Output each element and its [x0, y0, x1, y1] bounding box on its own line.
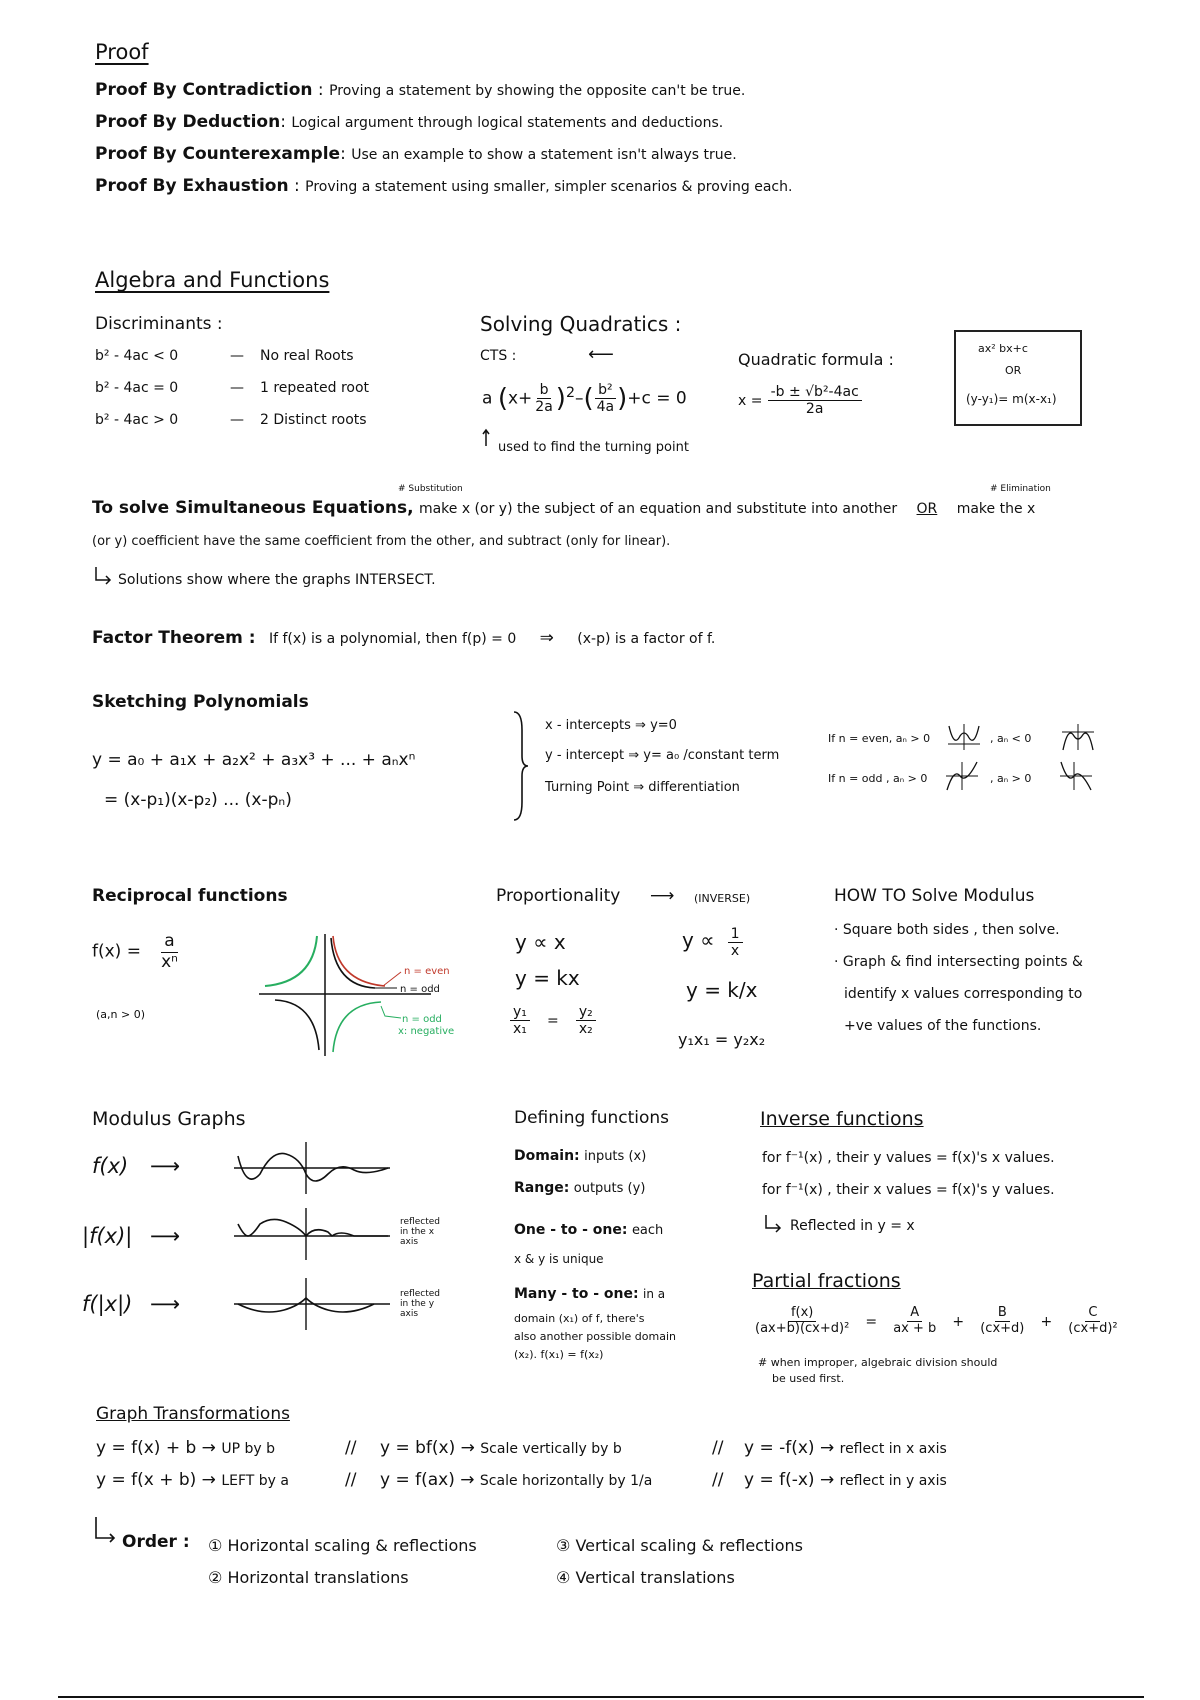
partial-note: be used first.: [772, 1372, 845, 1385]
hook-arrow-icon: [94, 566, 114, 586]
modulus-solve-line: · Square both sides , then solve.: [834, 922, 1060, 938]
polynomial-note: y - intercept ⇒ y= a₀ /constant term: [545, 748, 780, 763]
transform-sep: //: [345, 1438, 357, 1458]
odd-curve-neg-green: [333, 1002, 381, 1052]
fx-graph: [232, 1140, 392, 1196]
polynomial-eq: = (x-p₁)(x-p₂) ... (x-pₙ): [104, 790, 292, 810]
proof-item: [95, 80, 745, 100]
factor-theorem-result: (x-p) is a factor of f.: [577, 631, 716, 647]
one-to-one-desc: x & y is unique: [514, 1252, 604, 1266]
reciprocal-condition: (a,n > 0): [96, 1008, 146, 1021]
f-abs-x-graph: [232, 1276, 392, 1332]
brace-icon: [510, 710, 530, 822]
box-line: OR: [1005, 364, 1022, 377]
proof-desc: Use an example to show a statement isn't always true.: [351, 147, 737, 163]
modulus-solve-title: HOW TO Solve Modulus: [834, 886, 1035, 906]
proof-desc: Proving a statement by showing the opposite can't be true.: [329, 83, 746, 99]
direct-prop: y ∝ x: [515, 930, 566, 954]
hook-arrow-icon: [482, 428, 496, 450]
many-to-one-line: (x₂). f(x₁) = f(x₂): [514, 1348, 604, 1361]
discriminants-title: Discriminants :: [95, 314, 223, 334]
proof-term: Proof By Counterexample: [95, 144, 341, 164]
transform-item: y = f(x) + b → UP by b: [96, 1438, 275, 1458]
odd-positive-graph-icon: [944, 760, 980, 792]
arrow-icon: →: [201, 1438, 216, 1458]
partial-term: $\frac{C}{\text{(cx+d)²}}$: [1068, 1305, 1118, 1336]
polynomial-eq: y = a₀ + a₁x + a₂x² + a₃x³ + ... + aₙxⁿ: [92, 750, 416, 770]
simultaneous-heading: To solve Simultaneous Equations,: [92, 498, 414, 518]
simultaneous-line: [92, 498, 1035, 518]
transform-sep: //: [345, 1470, 357, 1490]
proof-term: Proof By Exhaustion: [95, 176, 289, 196]
partial-fraction-eq: [752, 1306, 1121, 1337]
even-negative-label: , aₙ < 0: [990, 732, 1032, 745]
order-item: ③ Vertical scaling & reflections: [556, 1536, 803, 1555]
inverse-line: for f⁻¹(x) , their x values = f(x)'s y values.: [762, 1182, 1055, 1198]
range-def: [514, 1180, 645, 1196]
proof-sep: :: [340, 144, 352, 164]
odd-curve-neg: [275, 1000, 319, 1050]
proof-sep: :: [312, 80, 330, 100]
modulus-row-label: f(|x|): [82, 1292, 133, 1316]
reciprocal-formula: [92, 932, 181, 972]
domain-term: Domain:: [514, 1148, 580, 1164]
partial-plus: +: [1040, 1313, 1053, 1330]
formula-lhs: x =: [738, 393, 763, 410]
range-term: Range:: [514, 1180, 570, 1196]
order-item: ④ Vertical translations: [556, 1568, 735, 1587]
reciprocal-frac: $\frac{a}{\text{xⁿ}}$: [161, 931, 178, 972]
box-line: (y-y₁)= m(x-x₁): [966, 392, 1057, 406]
direct-ratio: $\frac{\text{y₁}}{\text{x₁}}$ = $\frac{\text{y₂}}{\text{x₂}}$: [510, 1004, 596, 1037]
arrow-icon: →: [819, 1470, 835, 1490]
even-negative-graph-icon: [1060, 722, 1096, 752]
arrow-icon: ⟵: [588, 344, 614, 365]
polynomial-note: Turning Point ⇒ differentiation: [545, 780, 740, 795]
transform-item: y = f(ax) → Scale horizontally by 1/a: [380, 1470, 653, 1490]
modulus-row-label: |f(x)|: [82, 1224, 133, 1248]
simultaneous-text: make x (or y) the subject of an equation and substitute into another: [418, 501, 898, 517]
arrow-icon: →: [460, 1438, 475, 1458]
discriminant-cond: b² - 4ac < 0: [95, 348, 179, 364]
odd-label: If n = odd , aₙ > 0: [828, 772, 928, 785]
transform-item: y = f(-x) → reflect in y axis: [744, 1470, 947, 1490]
factor-theorem: [92, 628, 715, 648]
even-curve: [333, 936, 385, 986]
substitution-label: # Substitution: [398, 484, 463, 494]
cts-tail: +c = 0: [627, 388, 687, 409]
discriminant-cond: b² - 4ac = 0: [95, 380, 179, 396]
partial-title: Partial fractions: [752, 1270, 901, 1292]
even-label: If n = even, aₙ > 0: [828, 732, 931, 745]
direct-eq: y = kx: [515, 966, 580, 990]
inverse-prop-text: y ∝: [682, 928, 715, 953]
hook-arrow-icon: [764, 1214, 784, 1234]
odd-second-label: , aₙ > 0: [990, 772, 1032, 785]
transform-item: y = -f(x) → reflect in x axis: [744, 1438, 947, 1458]
inverse-relation: y₁x₁ = y₂x₂: [678, 1030, 766, 1049]
reciprocal-odd-neg-label: n = odd: [402, 1014, 442, 1025]
discriminant-result: 2 Distinct roots: [260, 412, 367, 428]
factor-theorem-text: If f(x) is a polynomial, then f(p) = 0: [268, 631, 517, 647]
many-to-one-def: [514, 1286, 665, 1302]
cts-note: used to find the turning point: [498, 440, 689, 455]
arrow-icon: →: [819, 1438, 835, 1458]
inverse-line: for f⁻¹(x) , their y values = f(x)'s x values.: [762, 1150, 1055, 1166]
proof-desc: Proving a statement using smaller, simpler scenarios & proving each.: [305, 179, 793, 195]
algebra-title: Algebra and Functions: [95, 268, 330, 292]
partial-lhs: $\frac{f(x)}{\text{(ax+b)(cx+d)²}}$: [755, 1305, 850, 1336]
order-item: ① Horizontal scaling & reflections: [208, 1536, 477, 1555]
simultaneous-or: OR: [916, 501, 938, 517]
page-bottom-rule: [58, 1696, 1144, 1698]
discriminant-result: 1 repeated root: [260, 380, 370, 396]
one-to-one-term: One - to - one:: [514, 1222, 628, 1238]
reciprocal-odd-neg-label: x: negative: [398, 1026, 455, 1037]
order-label: Order :: [122, 1532, 190, 1552]
domain-desc: inputs (x): [584, 1149, 647, 1164]
inverse-prop: [682, 926, 743, 959]
odd-negative-graph-icon: [1058, 760, 1094, 792]
cts-equation: a (x+ $\frac{b}{2a}$ )$^2$–( $\frac{\text{b²}}{4a}$ )+c = 0: [482, 382, 687, 416]
inverse-line: Reflected in y = x: [790, 1218, 915, 1234]
discriminant-result: No real Roots: [260, 348, 354, 364]
arrow-icon: →: [201, 1470, 216, 1490]
modulus-row-label: f(x): [92, 1154, 129, 1178]
box-line: ax² bx+c: [978, 342, 1028, 355]
transform-sep: //: [712, 1438, 724, 1458]
proof-sep: :: [288, 176, 306, 196]
simultaneous-text: make the x: [956, 501, 1036, 517]
defining-title: Defining functions: [514, 1108, 670, 1128]
ratio-frac: $\frac{\text{y₁}}{\text{x₁}}$: [510, 1004, 530, 1037]
partial-eq: =: [865, 1313, 878, 1330]
partial-term: $\frac{B}{(cx+d)}$: [980, 1305, 1025, 1336]
reciprocal-graph: [255, 930, 435, 1060]
elimination-label: # Elimination: [990, 484, 1051, 494]
reciprocal-lhs: f(x) =: [92, 941, 141, 962]
factor-theorem-label: Factor Theorem :: [92, 628, 256, 648]
modulus-solve-line: identify x values corresponding to: [844, 986, 1083, 1002]
discriminant-cond: b² - 4ac > 0: [95, 412, 179, 428]
simultaneous-line: Solutions show where the graphs INTERSECT.: [118, 572, 436, 588]
arrow-icon: →: [460, 1470, 475, 1490]
polynomial-note: x - intercepts ⇒ y=0: [545, 718, 677, 733]
domain-def: [514, 1148, 646, 1164]
even-positive-graph-icon: [946, 722, 982, 752]
proof-term: Proof By Contradiction: [95, 80, 313, 100]
reciprocal-odd-label: n = odd: [400, 984, 440, 995]
quadratic-formula-title: Quadratic formula :: [738, 350, 894, 369]
ratio-frac: $\frac{\text{y₂}}{\text{x₂}}$: [576, 1004, 596, 1037]
implies-icon: ⇒: [539, 628, 554, 648]
even-curve-left: [265, 936, 317, 986]
proof-item: [95, 112, 723, 132]
cts-a: a: [482, 388, 493, 409]
polynomials-title: Sketching Polynomials: [92, 692, 309, 712]
order-item: ② Horizontal translations: [208, 1568, 409, 1587]
cts-frac: $\frac{\text{b²}}{4a}$: [596, 382, 615, 416]
modulus-solve-line: · Graph & find intersecting points &: [834, 954, 1083, 970]
modulus-row-note: reflected in the y axis: [400, 1289, 440, 1319]
arrow-icon: ⟶: [150, 1154, 181, 1178]
discriminant-dash: —: [230, 348, 244, 364]
proportionality-title: Proportionality: [496, 886, 621, 906]
transform-sep: //: [712, 1470, 724, 1490]
proof-title: Proof: [95, 40, 149, 64]
range-desc: outputs (y): [573, 1181, 646, 1196]
arrow-icon: ⟶: [150, 1292, 181, 1316]
inverse-prop-frac: $\frac{1}{x}$: [728, 926, 743, 959]
many-to-one-desc: in a: [643, 1287, 666, 1301]
inverse-eq: y = k/x: [686, 978, 758, 1002]
hook-arrow-icon: [94, 1516, 118, 1546]
transform-item: y = f(x + b) → LEFT by a: [96, 1470, 289, 1490]
cts-x: x+: [507, 388, 533, 409]
transformations-title: Graph Transformations: [96, 1404, 290, 1424]
proof-sep: :: [280, 112, 292, 132]
cts-frac: $\frac{b}{2a}$: [535, 382, 553, 416]
inverse-label: (INVERSE): [694, 892, 751, 905]
many-to-one-line: domain (x₁) of f, there's: [514, 1312, 645, 1325]
formula-frac: $\frac{\text{-b ± √b²-4ac}}{2a}$: [768, 384, 862, 417]
abs-fx-graph: [232, 1206, 392, 1262]
proof-term: Proof By Deduction: [95, 112, 281, 132]
inverse-title: Inverse functions: [760, 1108, 924, 1130]
proof-desc: Logical argument through logical statements and deductions.: [291, 115, 724, 131]
transform-item: y = bf(x) → Scale vertically by b: [380, 1438, 622, 1458]
arrow-icon: ⟶: [150, 1224, 181, 1248]
many-to-one-term: Many - to - one:: [514, 1286, 639, 1302]
odd-curve: [331, 938, 375, 988]
modulus-graphs-title: Modulus Graphs: [92, 1108, 246, 1130]
reciprocal-even-label: n = even: [404, 966, 450, 977]
partial-term: $\frac{A}{ax + b}$: [893, 1305, 937, 1336]
quadratics-title: Solving Quadratics :: [480, 312, 682, 336]
simultaneous-line: (or y) coefficient have the same coefficient from the other, and subtract (only for linear).: [92, 534, 671, 549]
cts-label: CTS :: [480, 348, 517, 364]
modulus-solve-line: +ve values of the functions.: [844, 1018, 1042, 1034]
reciprocal-title: Reciprocal functions: [92, 886, 288, 906]
proof-item: [95, 176, 792, 196]
one-to-one-desc: each: [631, 1223, 664, 1238]
many-to-one-line: also another possible domain: [514, 1330, 676, 1343]
quadratic-formula: [738, 384, 862, 417]
modulus-row-note: reflected in the x axis: [400, 1217, 440, 1247]
partial-note: # when improper, algebraic division should: [758, 1356, 998, 1369]
proof-item: [95, 144, 737, 164]
discriminant-dash: —: [230, 412, 244, 428]
discriminant-dash: —: [230, 380, 244, 396]
arrow-icon: ⟶: [650, 886, 675, 906]
partial-plus: +: [952, 1313, 965, 1330]
one-to-one-def: [514, 1222, 663, 1238]
